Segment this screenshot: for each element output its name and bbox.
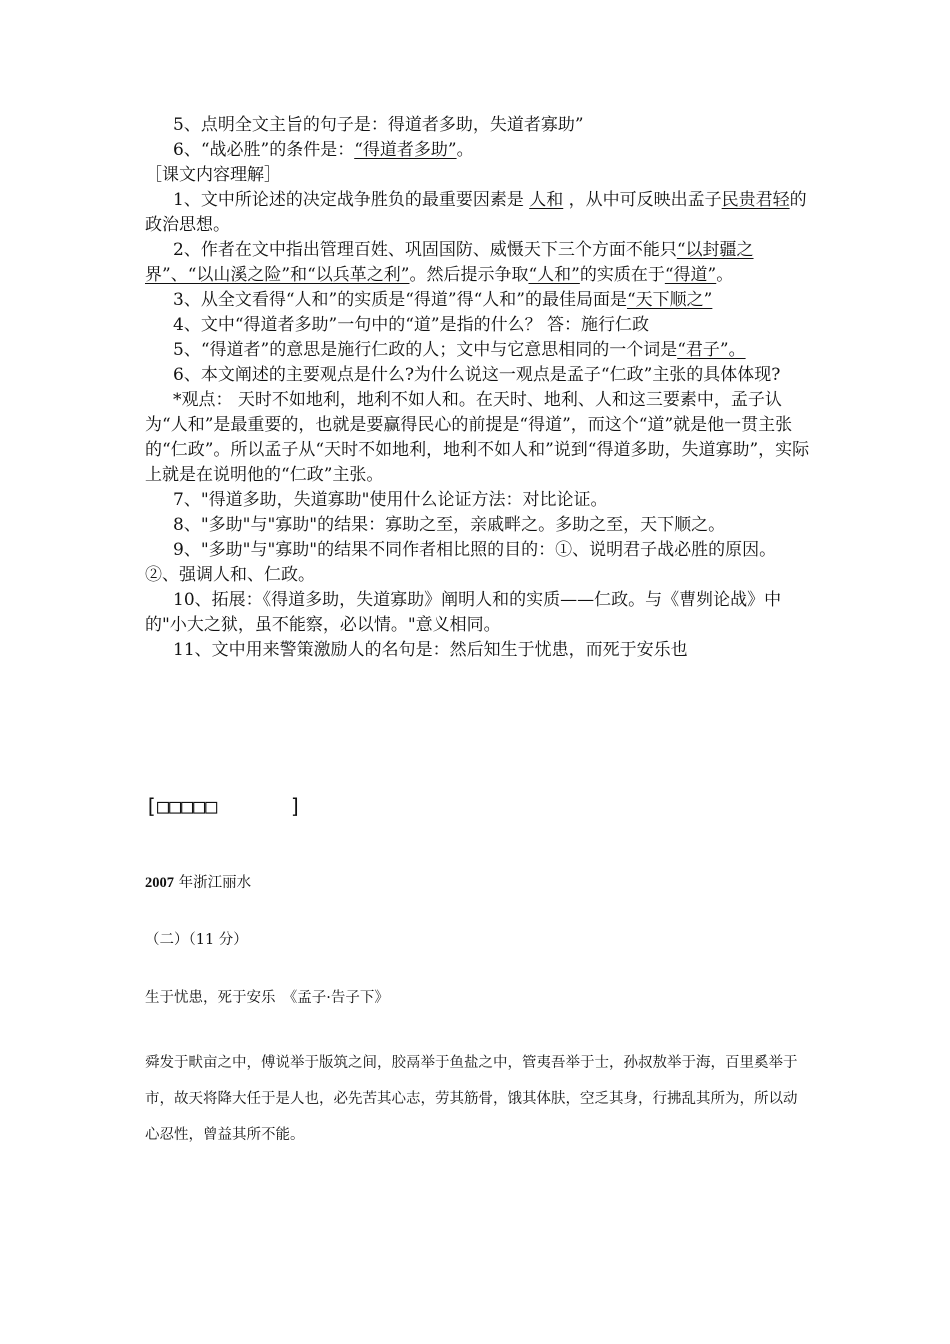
- questions-block: [145, 113, 810, 663]
- passage-title: 生于忧患，死于安乐 《孟子·告子下》: [145, 990, 389, 1006]
- item-text: 的实质在于: [579, 265, 665, 285]
- question-5-main-idea: 5、点明全文主旨的句子是：得道者多助，失道者寡助”: [173, 115, 584, 135]
- understanding-item-3: [145, 288, 810, 313]
- exam-year: 2007: [145, 875, 174, 891]
- item-text: 3、从全文看得“人和”的实质是“得道”得“人和”的最佳局面是: [173, 290, 627, 310]
- answer-underlined: “以封疆之界”、“以山溪之险”和“以兵革之利”: [145, 240, 754, 285]
- item-text: 。然后提示争取: [409, 265, 529, 285]
- answer-underlined: “人和”: [528, 265, 580, 285]
- exam-year-location: [145, 872, 251, 894]
- question-suffix: 。: [456, 140, 474, 160]
- understanding-item-9: 9、"多助"与"寡助"的结果不同作者相比照的目的：①、说明君子战必胜的原因。②、强调人和、仁政。: [145, 540, 777, 585]
- answer-underlined: 人和: [529, 190, 564, 210]
- item-text: 5、“得道者”的意思是施行仁政的人；文中与它意思相同的一个词是: [173, 340, 678, 360]
- understanding-item-5: [145, 338, 810, 363]
- viewpoint-answer: *观点： 天时不如地利，地利不如人和。在天时、地利、人和这三要素中，孟子认为“人和”是最重要的，也就是要赢得民心的前提是“得道”，而这个“道”就是他一贯主张的“仁政”。所以孟子从“天时不如地利，地利不如人和”说到“得道多助，失道寡助”，实际上就是在说明他的“仁政”主张。: [145, 390, 810, 485]
- answer-underlined: “得道者多助”: [354, 140, 457, 160]
- question-6-victory-condition: [145, 138, 810, 163]
- section-heading: ［课文内容理解］: [145, 165, 281, 185]
- answer-underlined: “君子”。: [677, 340, 746, 360]
- answer-underlined: “得道”: [664, 265, 717, 285]
- answer-underlined: “天下顺之”: [626, 290, 713, 310]
- item-text: ，从中可反映出孟子: [563, 190, 722, 210]
- understanding-item-11: 11、文中用来警策激励人的名句是：然后知生于忧患，而死于安乐也: [173, 640, 688, 660]
- item-text: 2、作者在文中指出管理百姓、巩固国防、威慑天下三个方面不能只: [173, 240, 677, 260]
- exam-location: 年浙江丽水: [174, 875, 252, 891]
- garbled-section-label: [□□□□□ ]: [145, 794, 302, 818]
- exam-score: （二）（11 分）: [145, 932, 248, 948]
- understanding-item-7: 7、"得道多助，失道寡助"使用什么论证方法：对比论证。: [173, 490, 608, 510]
- question-text: 6、“战必胜”的条件是：: [173, 140, 355, 160]
- answer-underlined: 民贵君轻: [721, 190, 790, 210]
- understanding-item-4: 4、文中“得道者多助”一句中的“道”是指的什么？ 答：施行仁政: [173, 315, 649, 335]
- item-text: 。: [716, 265, 734, 285]
- understanding-item-6: 6、本文阐述的主要观点是什么?为什么说这一观点是孟子“仁政”主张的具体体现?: [173, 365, 781, 385]
- understanding-item-2: [145, 238, 810, 288]
- passage-text: 舜发于畎亩之中，傅说举于版筑之间，胶鬲举于鱼盐之中，管夷吾举于士，孙叔敖举于海，百里奚举于市，故天将降大任于是人也，必先苦其心志，劳其筋骨，饿其体肤，空乏其身，行拂乱其所为，所以动心忍性，曾益其所不能。: [145, 1055, 798, 1143]
- understanding-item-10: 10、拓展：《得道多助，失道寡助》阐明人和的实质——仁政。与《曹刿论战》中的"小大之狱，虽不能察，必以情。"意义相同。: [145, 590, 782, 635]
- understanding-item-8: 8、"多助"与"寡助"的结果：寡助之至，亲戚畔之。多助之至，天下顺之。: [173, 515, 726, 535]
- understanding-item-1: [145, 188, 810, 238]
- item-text: 的 政治思想。: [145, 190, 807, 235]
- item-text: 1、文中所论述的决定战争胜负的最重要因素是: [173, 190, 530, 210]
